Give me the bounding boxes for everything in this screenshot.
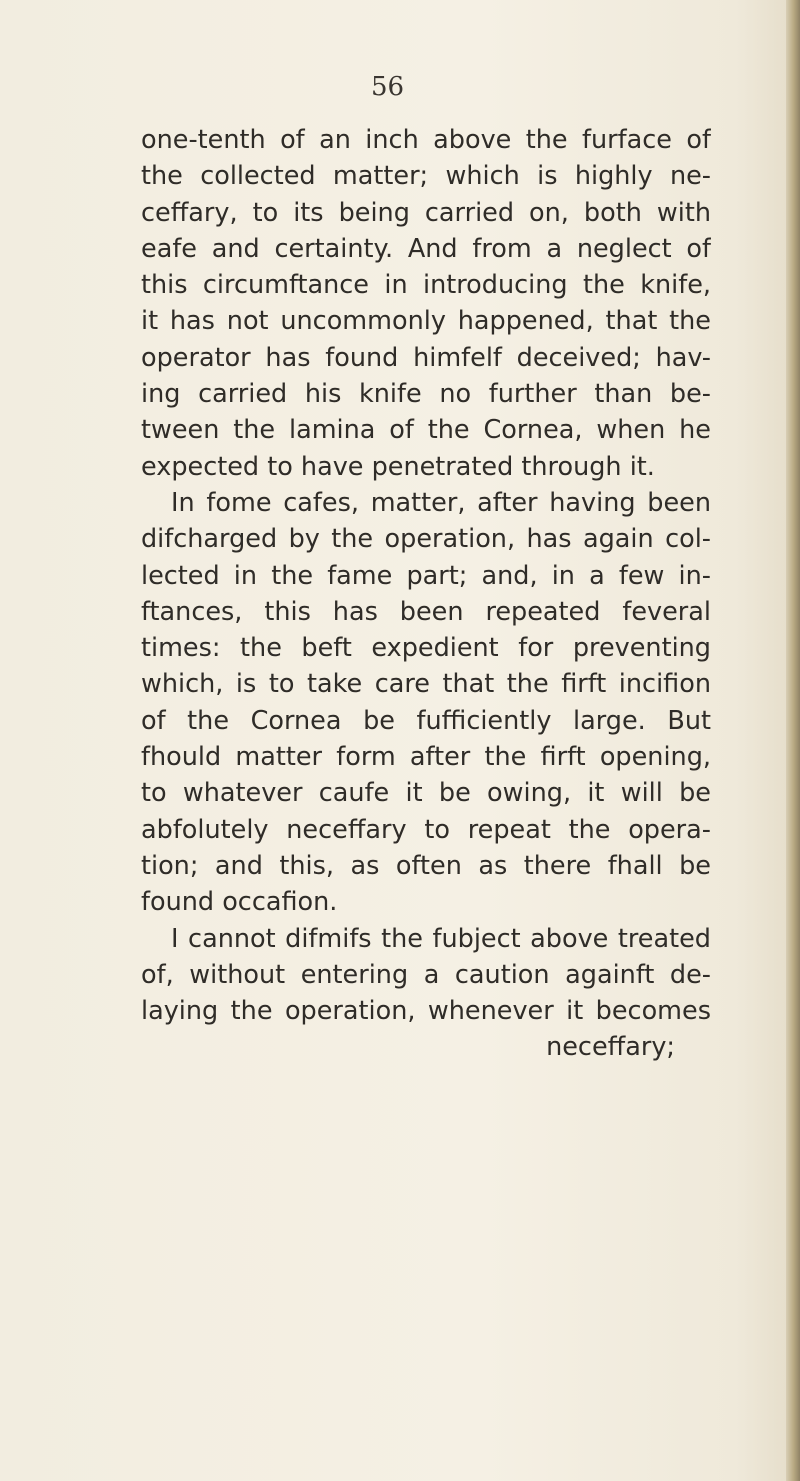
text-line: of, without entering a caution againft de- xyxy=(141,959,711,990)
page-edge-shadow xyxy=(786,0,800,1481)
text-line: this circumftance in introducing the knife, xyxy=(141,270,711,301)
text-line: it has not uncommonly happened, that the xyxy=(141,306,711,337)
body-text xyxy=(141,122,711,1066)
text-line: tion; and this, as often as there fhall be xyxy=(141,850,711,881)
paragraph-start-line: I cannot difmifs the fubject above treated xyxy=(171,923,711,954)
text-line: to whatever caufe it be owing, it will be xyxy=(141,778,711,809)
paragraph-start-line: In fome cafes, matter, after having been xyxy=(171,487,711,518)
text-line: found occafion. xyxy=(141,887,338,918)
text-line: eafe and certainty. And from a neglect of xyxy=(141,233,711,264)
text-line: operator has found himfelf deceived; hav- xyxy=(141,342,711,373)
catchword-line: neceffary; xyxy=(546,1032,675,1063)
text-line: expected to have penetrated through it. xyxy=(141,451,655,482)
text-line: difcharged by the operation, has again col- xyxy=(141,524,711,555)
text-line: ing carried his knife no further than be- xyxy=(141,379,711,410)
text-line: laying the operation, whenever it becomes xyxy=(141,996,711,1027)
text-line: abfolutely neceffary to repeat the opera- xyxy=(141,814,711,845)
text-line: tween the lamina of the Cornea, when he xyxy=(141,415,711,446)
text-line: ftances, this has been repeated feveral xyxy=(141,596,711,627)
text-line: the collected matter; which is highly ne- xyxy=(141,161,711,192)
text-line: fhould matter form after the firft opening, xyxy=(141,742,711,773)
text-line: ceffary, to its being carried on, both with xyxy=(141,197,711,228)
page-number: 56 xyxy=(371,72,405,102)
text-line: of the Cornea be fufficiently large. But xyxy=(141,705,711,736)
text-line: times: the beft expedient for preventing xyxy=(141,633,711,664)
text-line: lected in the fame part; and, in a few in- xyxy=(141,560,711,591)
text-line: which, is to take care that the firft incifion xyxy=(141,669,711,700)
text-line: one-tenth of an inch above the furface of xyxy=(141,125,711,155)
